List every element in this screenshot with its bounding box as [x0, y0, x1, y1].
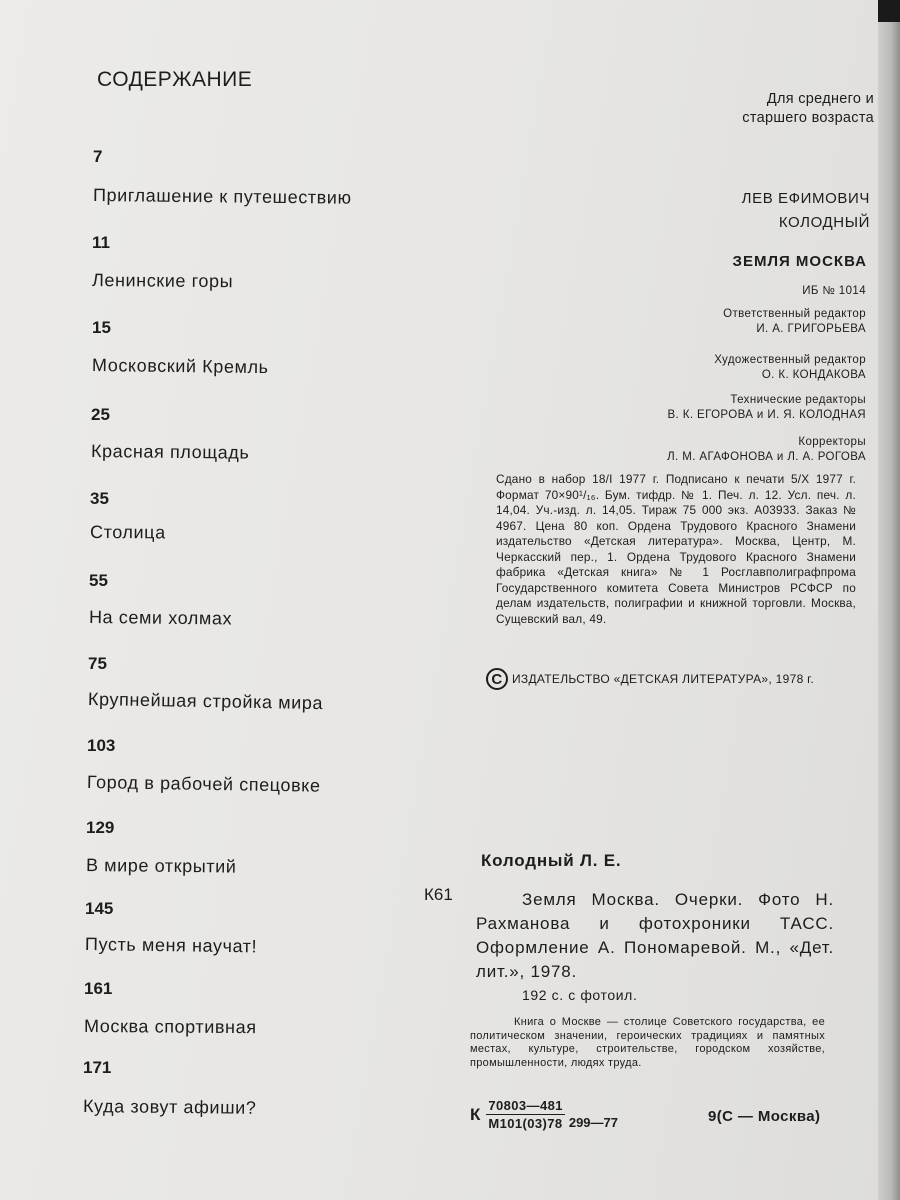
bbk-code: 9(С — Москва)	[708, 1108, 821, 1125]
credit-names: И. А. ГРИГОРЬЕВА	[756, 323, 866, 335]
ib-number: ИБ № 1014	[802, 285, 866, 297]
catalog-code: К61	[424, 885, 453, 904]
toc-entry-title: Город в рабочей спецовке	[86, 772, 321, 796]
toc-page-number: 161	[84, 979, 113, 998]
toc-page-number: 7	[93, 147, 103, 166]
age-line: Для среднего и	[766, 91, 874, 107]
toc-page-number: 75	[88, 654, 107, 673]
copyright-text: ИЗДАТЕЛЬСТВО «ДЕТСКАЯ ЛИТЕРАТУРА», 1978 г.	[512, 672, 815, 686]
toc-page-number: 129	[86, 818, 115, 837]
catalog-index	[470, 1098, 618, 1131]
index-tail: 299—77	[568, 1115, 618, 1130]
toc-page-number: 145	[85, 899, 114, 918]
credit-block	[667, 393, 866, 423]
credit-role: Ответственный редактор	[723, 308, 866, 320]
author-first-name: ЛЕВ ЕФИМОВИЧ	[741, 190, 870, 207]
toc-entry-title: На семи холмах	[88, 607, 233, 629]
catalog-annotation: Книга о Москве — столице Советского государства, ее политическом значении, героических традициях и памятных местах, культуре, строительстве, городском хозяйстве, промышленности, людях труда.	[470, 1016, 825, 1069]
credit-role: Технические редакторы	[730, 394, 866, 406]
index-numerator: 70803—481	[488, 1098, 563, 1113]
toc-page-number: 15	[92, 318, 111, 337]
toc-title: СОДЕРЖАНИЕ	[97, 68, 253, 91]
index-fraction	[486, 1098, 564, 1131]
toc-page-number: 11	[92, 233, 110, 252]
credit-names: В. К. ЕГОРОВА и И. Я. КОЛОДНАЯ	[667, 409, 866, 421]
credit-role: Корректоры	[798, 436, 866, 448]
toc-entry-title: Приглашение к путешествию	[92, 185, 352, 208]
toc-page-number: 25	[91, 405, 110, 424]
catalog-description: Земля Москва. Очерки. Фото Н. Рахманова и фотохроники ТАСС. Оформление А. Пономаревой. М., «Дет. лит.», 1978.	[476, 890, 834, 981]
copyright-line	[486, 668, 814, 690]
age-line: старшего возраста	[742, 110, 874, 126]
credit-role: Художественный редактор	[714, 354, 866, 366]
credit-names: О. К. КОНДАКОВА	[761, 369, 866, 381]
author-name	[742, 187, 870, 235]
credit-names: Л. М. АГАФОНОВА и Л. А. РОГОВА	[667, 451, 866, 463]
background-corner	[878, 0, 900, 22]
credit-block	[714, 353, 866, 383]
toc-page-number: 103	[87, 736, 116, 755]
page-edge	[878, 0, 900, 1200]
toc-page-number: 35	[90, 489, 109, 508]
imprint-text: Сдано в набор 18/I 1977 г. Подписано к печати 5/X 1977 г. Формат 70×90¹/₁₆. Бум. тифдр. № 1. Печ. л. 12. Усл. печ. л. 14,04. Уч.-изд. л. 14,05. Тираж 75 000 экз. А03933. Заказ № 4967. Цена 80 коп. Ордена Трудового Красного Знамени издательство «Детская литература». Москва, Центр, М. Черкасский пер., 1. Ордена Трудового Красного Знамени фабрика «Детская книга» № 1 Росглавполиграфпрома Государственного комитета Совета Министров РСФСР по делам издательств, полиграфии и книжной торговли. Москва, Сущевский вал, 49.	[496, 472, 856, 626]
index-denominator: М101(03)78	[488, 1116, 563, 1131]
toc-page-number: 171	[83, 1058, 112, 1077]
credit-block	[667, 435, 866, 465]
catalog-pages: 192 с. с фотоил.	[522, 987, 638, 1003]
copyright-icon: C	[486, 668, 508, 690]
toc-entry-title: Красная площадь	[90, 441, 250, 463]
catalog-author: Колодный Л. Е.	[481, 851, 622, 870]
toc-page-number: 55	[89, 571, 108, 590]
age-recommendation	[742, 90, 874, 128]
author-last-name: КОЛОДНЫЙ	[778, 214, 870, 231]
toc-entry-title: Пусть меня научат!	[84, 934, 258, 957]
toc-entry-title: Куда зовут афиши?	[82, 1096, 257, 1118]
toc-entry-title: Столица	[89, 522, 166, 543]
toc-entry-title: Москва спортивная	[83, 1016, 257, 1038]
index-letter: К	[470, 1104, 481, 1124]
credit-block	[723, 307, 866, 337]
toc-entry-title: В мире открытий	[85, 855, 237, 877]
toc-entry-title: Ленинские горы	[91, 270, 234, 292]
book-title: ЗЕМЛЯ МОСКВА	[732, 253, 867, 270]
toc-entry-title: Крупнейшая стройка мира	[87, 689, 324, 714]
toc-entry-title: Московский Кремль	[91, 355, 269, 378]
